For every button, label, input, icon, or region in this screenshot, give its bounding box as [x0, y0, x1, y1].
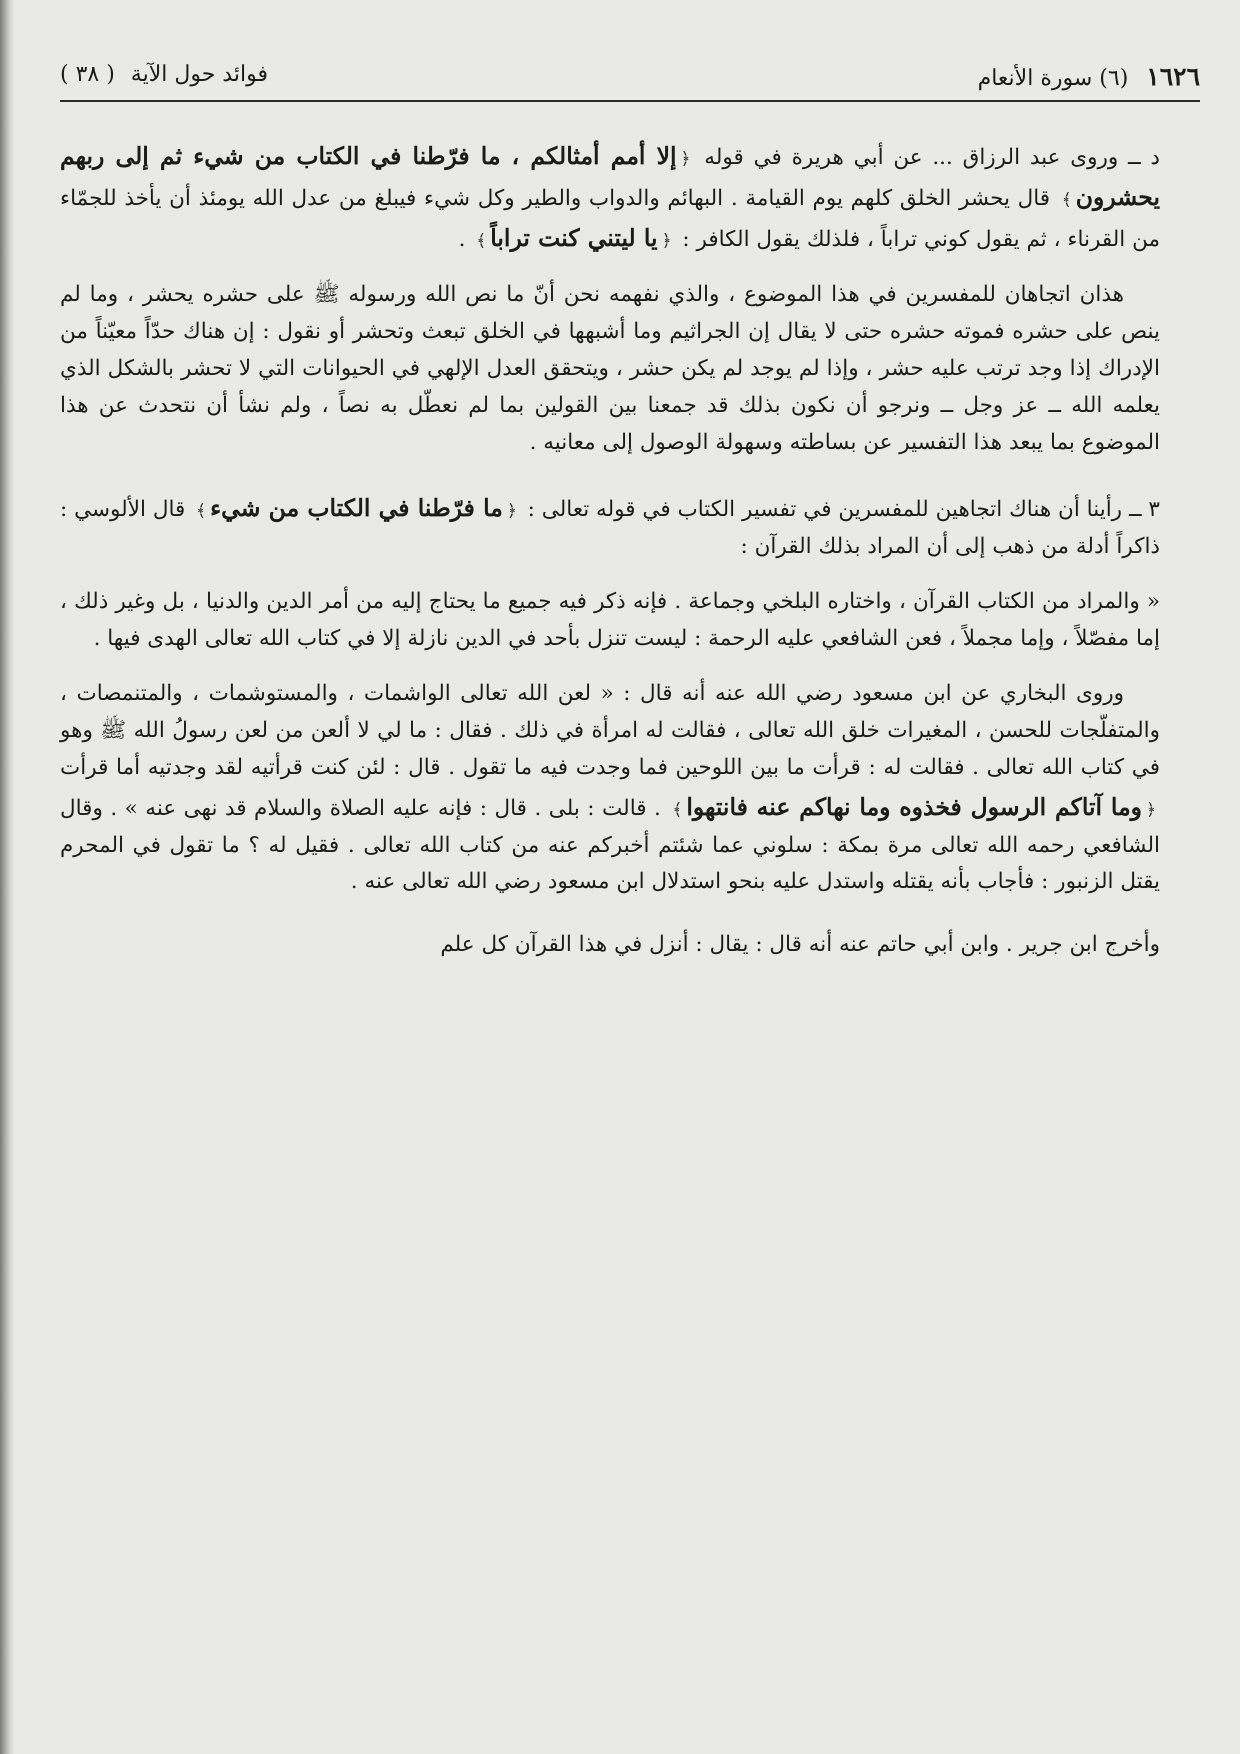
paragraph	[60, 488, 1160, 566]
paragraph-text: وروى البخاري عن ابن مسعود رضي الله عنه أنه قال : « لعن الله تعالى الواشمات ، والمستوشمات ، والمتنمصات ، والمتفلّجات للحسن ، المغيرات خلق الله تعالى ، فقالت له امرأة في ذلك . فقال : ما لي لا ألعن من لعن رسولُ الله ﷺ وهو في كتاب الله تعالى . فقالت له : قرأت ما بين اللوحين فما وجدت فيه ما تقول . قال : لئن كنت قرأتيه لقد وجدتيه أما قرأت	[60, 680, 1160, 780]
quran-quote: إلا أمم أمثالكم ، ما فرّطنا في الكتاب من شيء ثم إلى ربهم يحشرون	[60, 142, 1160, 211]
ornate-bracket-close: ﴾	[672, 799, 683, 820]
quran-quote: وما آتاكم الرسول فخذوه وما نهاكم عنه فانتهوا	[686, 792, 1143, 821]
book-page	[60, 50, 1200, 982]
paragraph	[60, 136, 1160, 259]
paragraph-text: ٣ ــ رأينا أن هناك اتجاهين للمفسرين في تفسير الكتاب في قوله تعالى :	[520, 496, 1160, 522]
running-header	[60, 50, 1200, 102]
paragraph	[60, 927, 1160, 964]
ornate-bracket-close: ﴾	[1061, 189, 1072, 210]
ornate-bracket-open: ﴿	[661, 230, 672, 251]
section-title: فوائد حول الآية	[130, 62, 268, 87]
paragraph	[60, 584, 1160, 658]
header-right	[978, 62, 1200, 91]
paragraph-text: « والمراد من الكتاب القرآن ، واختاره البلخي وجماعة . فإنه ذكر فيه جميع ما يحتاج إليه من أمر الدين والدنيا ، بل وغير ذلك ، إما مفصّلاً ، وإما مجملاً ، فعن الشافعي عليه الرحمة : ليست تنزل بأحد في الدين نازلة إلا في كتاب الله تعالى الهدى فيها .	[60, 588, 1160, 651]
paragraph-text: د ــ وروى عبد الرزاق ... عن أبي هريرة في قوله	[694, 145, 1161, 170]
paragraph-text: قال الألوسي : ذاكراً أدلة من ذهب إلى أن المراد بذلك القرآن :	[60, 496, 1160, 559]
paragraph-text: هذان اتجاهان للمفسرين في هذا الموضوع ، والذي نفهمه نحن أنّ ما نص الله ورسوله ﷺ على حشره يحشر ، وما لم ينص على حشره فموته حشره حتى لا يقال إن الجراثيم وما أشبهها في الخلق تبعث وتحشر أو نقول : إن هناك حدّاً معيّناً من الإدراك إذا وجد ترتب عليه حشر ، وإذا لم يوجد لم يكن حشر ، ويتحقق العدل الإلهي في الحيوانات التي لا تحشر بالشكل الذي يعلمه الله ــ عز وجل ــ ونرجو أن نكون بذلك قد جمعنا بين القولين بما لم نعطّل به نصاً ، ولم نشأ أن نتحدث عن هذا الموضوع بما يبعد هذا التفسير عن بساطته وسهولة الوصول إلى معانيه .	[60, 281, 1160, 455]
paragraph-text: وأخرج ابن جرير . وابن أبي حاتم عنه أنه قال : يقال : أنزل في هذا القرآن كل علم	[440, 932, 1160, 958]
header-left	[60, 62, 268, 87]
paragraph	[60, 277, 1160, 462]
paragraph-text: .	[458, 226, 473, 252]
page-edge	[0, 0, 14, 1754]
ornate-bracket-open: ﴿	[680, 149, 691, 169]
article-body	[60, 136, 1160, 964]
page-number: ١٦٢٦	[1146, 62, 1200, 91]
ornate-bracket-close: ﴾	[196, 500, 207, 521]
ornate-bracket-open: ﴿	[506, 500, 517, 521]
paragraph	[60, 676, 1160, 902]
ornate-bracket-close: ﴾	[476, 230, 487, 251]
surah-title: (٦) سورة الأنعام	[977, 66, 1129, 91]
paragraph-text: . قالت : بلى . قال : فإنه عليه الصلاة والسلام قد نهى عنه » . وقال الشافعي رحمه الله تعالى مرة بمكة : سلوني عما شئتم أخبركم عنه من كتاب الله تعالى . فقيل له ؟ ما تقول في المحرم يقتل الزنبور : فأجاب بأنه يقتله واستدل عليه بنحو استدلال ابن مسعود رضي الله تعالى عنه .	[60, 795, 1160, 895]
ornate-bracket-open: ﴿	[1146, 799, 1156, 820]
quran-quote: يا ليتني كنت تراباً	[490, 223, 658, 252]
quran-quote: ما فرّطنا في الكتاب من شيء	[210, 493, 503, 522]
verse-reference: ( ٣٨ )	[60, 62, 115, 87]
paragraph-text: قال يحشر الخلق كلهم يوم القيامة . البهائم والدواب والطير وكل شيء فيبلغ من عدل الله يومئذ أن يأخذ للجمّاء من القرناء ، ثم يقول كوني تراباً ، فلذلك يقول الكافر :	[60, 185, 1160, 252]
